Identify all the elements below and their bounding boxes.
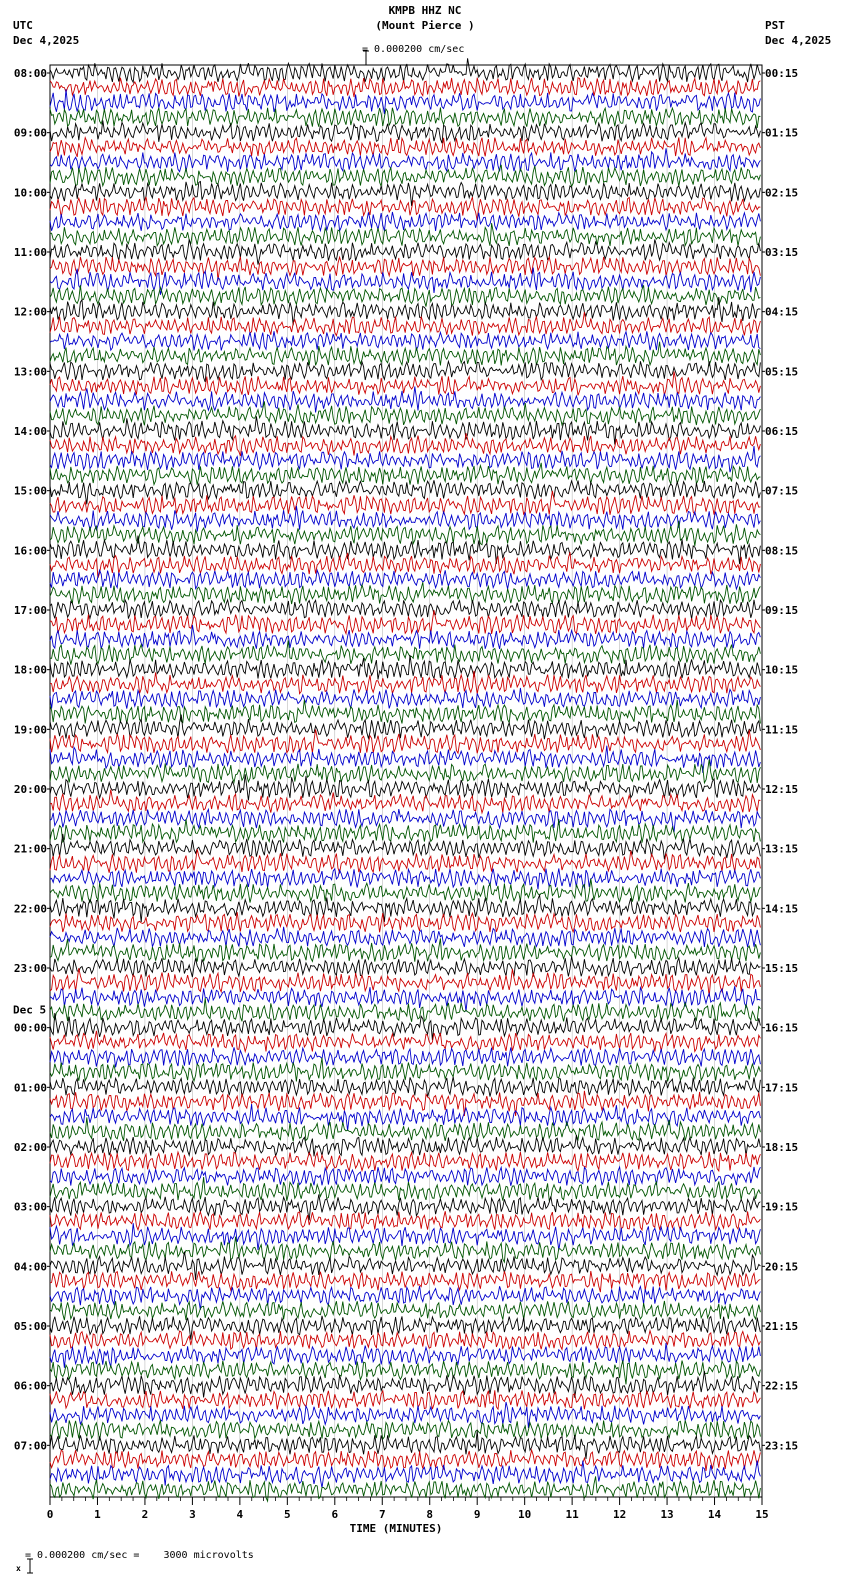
trace-line: [50, 790, 760, 813]
trace-line: [50, 58, 760, 82]
trace-line: [50, 688, 760, 709]
left-hour-label: 13:00: [13, 365, 47, 379]
trace-line: [50, 1031, 760, 1052]
right-hour-label: 19:15: [765, 1200, 799, 1214]
right-hour-label: 06:15: [765, 425, 799, 438]
trace-line: [50, 1343, 760, 1368]
right-hour-label: 02:15: [765, 186, 799, 200]
left-hour-label: 09:00: [13, 126, 47, 140]
trace-line: [50, 121, 760, 144]
left-hour-label: 20:00: [13, 783, 47, 796]
trace-line: [50, 137, 760, 157]
x-tick-label: 0: [46, 1508, 54, 1521]
left-hour-label: 23:00: [13, 962, 47, 975]
trace-line: [50, 1135, 760, 1156]
left-hour-label: 14:00: [13, 425, 47, 438]
trace-line: [50, 582, 760, 604]
right-hour-label: 01:15: [765, 126, 799, 140]
right-hour-label: 12:15: [765, 783, 799, 796]
plot-frame: [50, 65, 762, 1497]
trace-line: [50, 463, 760, 485]
station-location: (Mount Pierce ): [375, 19, 475, 32]
x-tick-label: 13: [660, 1508, 674, 1521]
trace-line: [50, 879, 760, 903]
right-hour-label: 23:15: [765, 1439, 799, 1453]
trace-line: [50, 1301, 760, 1320]
trace-line: [50, 1091, 760, 1116]
trace-line: [50, 868, 760, 889]
trace-line: [50, 998, 760, 1022]
trace-line: [50, 1450, 760, 1471]
x-tick-label: 14: [707, 1508, 722, 1521]
date-break-label: Dec 5: [13, 1003, 47, 1017]
left-hour-label: 11:00: [13, 246, 47, 259]
trace-line: [50, 1390, 760, 1409]
trace-line: [50, 361, 760, 382]
trace-line: [50, 849, 760, 873]
trace-line: [50, 625, 760, 649]
right-hour-label: 17:15: [765, 1081, 799, 1095]
left-timezone: UTC: [13, 19, 33, 32]
x-tick-label: 9: [473, 1508, 481, 1521]
right-hour-label: 22:15: [765, 1379, 799, 1393]
trace-line: [50, 986, 760, 1011]
scale-label: = 0.000200 cm/sec: [362, 44, 465, 55]
trace-line: [50, 285, 760, 306]
trace-line: [50, 433, 760, 456]
x-tick-label: 6: [331, 1508, 339, 1521]
svg-text:x: x: [16, 1564, 22, 1573]
trace-line: [50, 342, 760, 366]
left-hour-label: 03:00: [13, 1200, 47, 1214]
trace-line: [50, 1237, 760, 1262]
x-tick-label: 1: [94, 1508, 101, 1521]
trace-line: [50, 1431, 760, 1459]
right-hour-label: 18:15: [765, 1141, 799, 1154]
right-hour-label: 14:15: [765, 902, 799, 916]
trace-line: [50, 1047, 760, 1067]
right-hour-label: 10:15: [765, 663, 799, 677]
right-hour-label: 07:15: [765, 484, 799, 498]
trace-line: [50, 1331, 760, 1350]
trace-line: [50, 1167, 760, 1186]
right-hour-label: 15:15: [765, 962, 799, 975]
x-tick-label: 2: [141, 1508, 149, 1521]
trace-line: [50, 730, 760, 754]
x-tick-label: 15: [755, 1508, 769, 1521]
left-hour-label: 06:00: [13, 1379, 47, 1393]
left-hour-label: 17:00: [13, 604, 47, 617]
left-hour-label: 07:00: [13, 1439, 47, 1453]
x-tick-label: 11: [565, 1508, 579, 1521]
trace-line: [50, 819, 760, 843]
left-hour-label: 05:00: [13, 1320, 47, 1333]
left-hour-label: 00:00: [13, 1021, 47, 1035]
right-hour-label: 20:15: [765, 1260, 799, 1274]
trace-line: [50, 912, 760, 932]
right-hour-label: 11:15: [765, 723, 799, 737]
left-hour-label: 18:00: [13, 663, 47, 677]
left-hour-label: 04:00: [13, 1260, 47, 1274]
trace-line: [50, 165, 760, 187]
trace-line: [50, 759, 760, 783]
right-date: Dec 4,2025: [765, 34, 832, 47]
trace-line: [50, 671, 760, 694]
x-tick-label: 8: [426, 1508, 434, 1521]
x-tick-label: 12: [612, 1508, 627, 1521]
trace-line: [50, 938, 760, 961]
trace-line: [50, 401, 760, 425]
trace-line: [50, 197, 760, 221]
right-hour-label: 08:15: [765, 544, 799, 558]
left-hour-label: 16:00: [13, 544, 47, 558]
trace-line: [50, 1420, 760, 1440]
right-hour-label: 09:15: [765, 604, 799, 617]
station-title: KMPB HHZ NC: [388, 4, 462, 17]
left-hour-label: 01:00: [13, 1081, 47, 1095]
right-hour-label: 03:15: [765, 246, 799, 259]
left-hour-label: 02:00: [13, 1141, 47, 1154]
right-hour-label: 13:15: [765, 842, 799, 856]
right-hour-label: 16:15: [765, 1021, 799, 1035]
x-axis-label: TIME (MINUTES): [349, 1522, 443, 1535]
trace-line: [50, 774, 760, 800]
left-hour-label: 21:00: [13, 842, 47, 856]
right-timezone: PST: [765, 19, 785, 32]
left-hour-label: 19:00: [13, 723, 47, 737]
left-hour-label: 12:00: [13, 305, 47, 319]
x-tick-label: 7: [378, 1508, 386, 1521]
right-hour-label: 04:15: [765, 305, 799, 319]
x-tick-label: 4: [236, 1508, 244, 1521]
trace-line: [50, 223, 760, 246]
x-tick-label: 3: [189, 1508, 196, 1521]
footer-scale-note: = 0.000200 cm/sec = 3000 microvolts: [25, 1550, 254, 1561]
x-tick-label: 5: [284, 1508, 291, 1521]
right-hour-label: 00:15: [765, 67, 799, 80]
trace-line: [50, 1177, 760, 1201]
trace-line: [50, 1360, 760, 1384]
x-tick-label: 10: [518, 1508, 532, 1521]
right-hour-label: 05:15: [765, 365, 799, 379]
trace-line: [50, 1058, 760, 1082]
left-hour-label: 15:00: [13, 484, 47, 498]
left-date: Dec 4,2025: [13, 34, 80, 47]
trace-line: [50, 107, 760, 128]
trace-line: [50, 570, 760, 589]
left-hour-label: 10:00: [13, 186, 47, 200]
right-hour-label: 21:15: [765, 1320, 799, 1333]
left-hour-label: 22:00: [13, 902, 47, 916]
left-hour-label: 08:00: [13, 67, 47, 80]
